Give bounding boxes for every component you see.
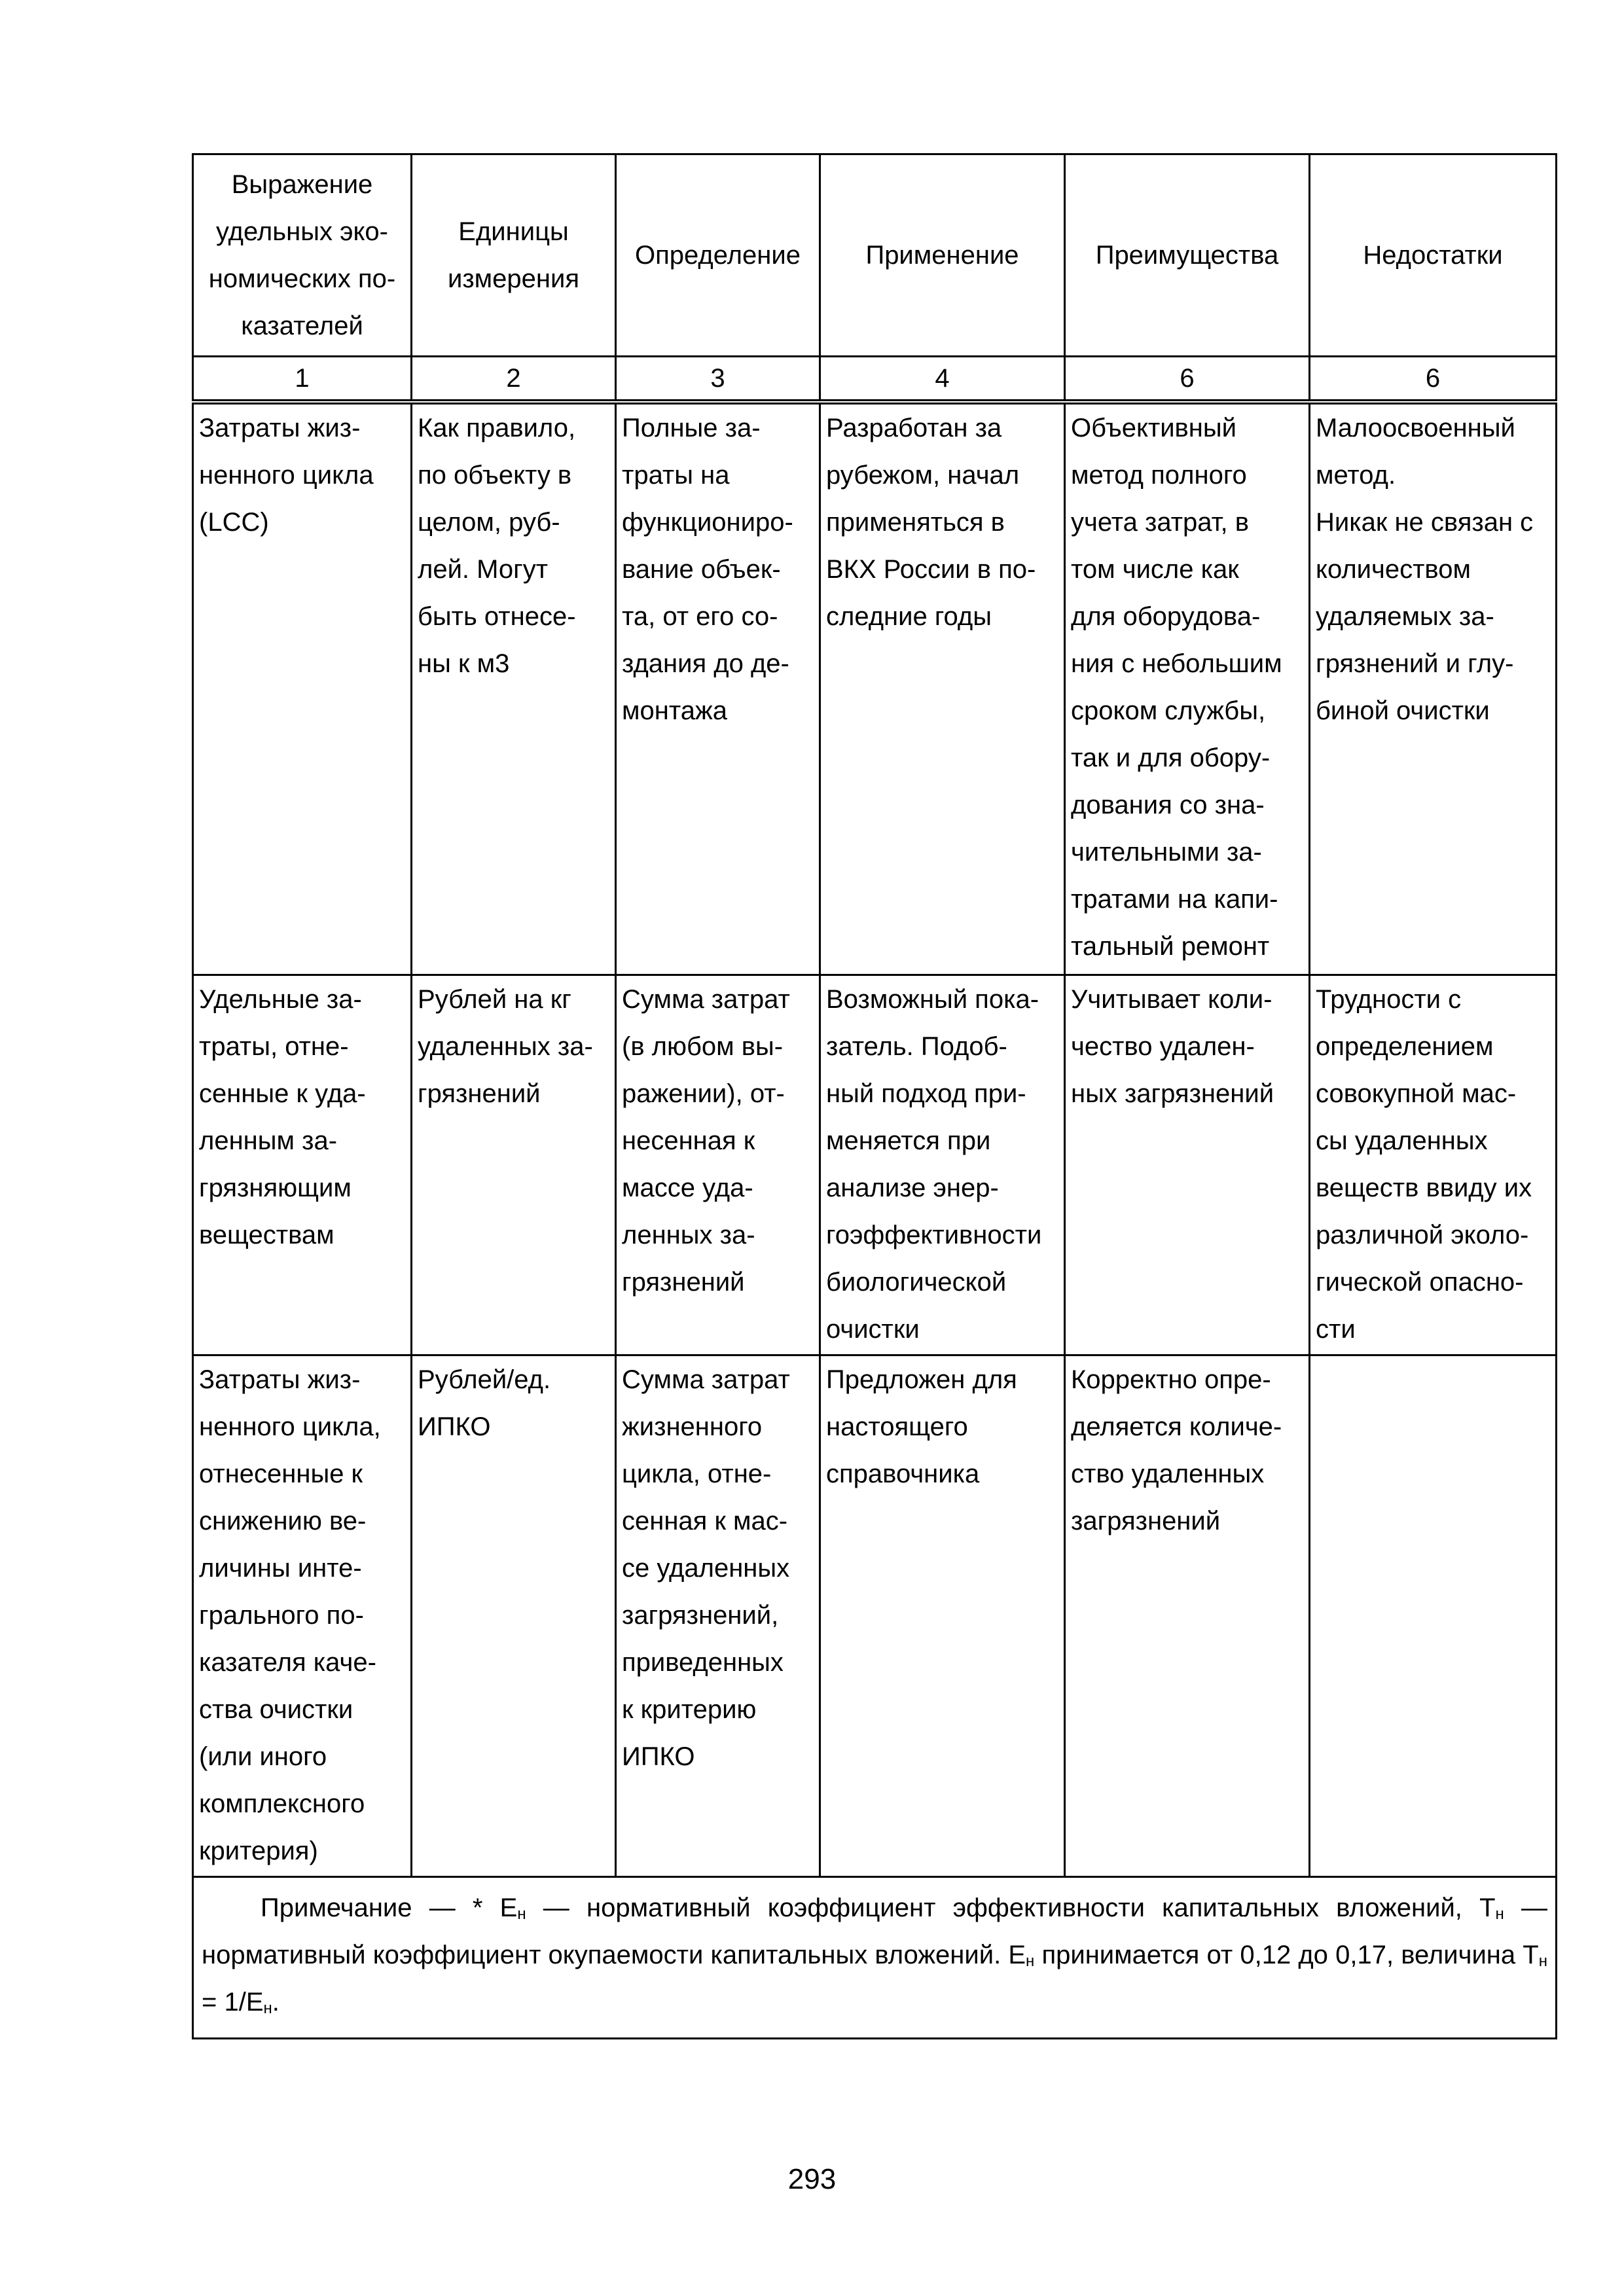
header-cell [820, 154, 1065, 357]
subscript: н [517, 1905, 526, 1923]
cell-text: Малоосвоенный метод. Никак не связан с количеством удаляемых за- грязнений и глу- биной очистки [1316, 414, 1534, 725]
cell-text: Корректно опре- деляется количе- ство удаленных загрязнений [1071, 1365, 1282, 1535]
header-label: Применение [865, 241, 1019, 270]
note-text [202, 1884, 1547, 2026]
table-header-row [193, 154, 1557, 357]
table-cell [820, 1355, 1065, 1877]
indicators-table [192, 153, 1557, 2039]
header-label: Недостатки [1363, 241, 1503, 270]
header-cell [1065, 154, 1310, 357]
subscript: н [1538, 1952, 1547, 1970]
table-cell [1065, 1355, 1310, 1877]
table-note-row [193, 1877, 1557, 2039]
cell-text: Сумма затрат жизненного цикла, отне- сенная к мас- се удаленных загрязнений, приведенных к критерию ИПКО [622, 1365, 790, 1771]
table-row [193, 975, 1557, 1355]
table-cell [1310, 402, 1557, 975]
cell-text: Удельные за- траты, отне- сенные к уда- ленным за- грязняющим веществам [199, 985, 366, 1249]
cell-text: Сумма затрат (в любом вы- ражении), от- несенная к массе уда- ленных за- грязнений [622, 985, 790, 1297]
table-cell [820, 975, 1065, 1355]
cell-text: Разработан за рубежом, начал применяться в ВКХ России в по- следние годы [826, 414, 1036, 631]
table-cell [820, 402, 1065, 975]
table-cell [412, 975, 616, 1355]
table-cell [1310, 975, 1557, 1355]
table-row [193, 1355, 1557, 1877]
column-number-row [193, 357, 1557, 403]
note-fragment: принимается от 0,12 до 0,17, величина T [1034, 1941, 1539, 1969]
cell-text: Возможный пока- затель. Подоб- ный подход при- меняется при анализе энер- гоэффективности биологической очистки [826, 985, 1042, 1344]
cell-text: Как правило, по объекту в целом, руб- лей. Могут быть отнесе- ны к м3 [418, 414, 576, 678]
cell-text: Объективный метод полного учета затрат, в том числе как для оборудова- ния с небольшим сроком службы, так и для обору- дования со зна- чительными за- тратами на капи- тальный ремонт [1071, 414, 1282, 961]
page-number: 293 [787, 2163, 837, 2195]
column-number: 3 [616, 357, 820, 403]
table-cell [412, 1355, 616, 1877]
table-cell [193, 402, 412, 975]
table-cell [616, 975, 820, 1355]
cell-text: Учитывает коли- чество удален- ных загрязнений [1071, 985, 1274, 1108]
header-label: Определение [635, 241, 801, 270]
table-cell [412, 402, 616, 975]
subscript: н [1495, 1905, 1504, 1923]
header-label: Преимущества [1095, 241, 1279, 270]
table-cell [193, 1355, 412, 1877]
table-cell [1065, 975, 1310, 1355]
header-label: Выражение удельных эко- номических по- казателей [208, 170, 396, 340]
note-fragment: — нормативный коэффициент окупаемости капитальных вложений. E [202, 1893, 1547, 1969]
header-cell [193, 154, 412, 357]
table-cell [1065, 402, 1310, 975]
table-cell [616, 1355, 820, 1877]
subscript: н [1026, 1952, 1035, 1970]
note-fragment: Примечание — * E [261, 1893, 518, 1922]
column-number: 1 [193, 357, 412, 403]
cell-text: Рублей на кг удаленных за- грязнений [418, 985, 593, 1108]
subscript: н [263, 2000, 272, 2017]
cell-text: Полные за- траты на функциониро- вание объек- та, от его со- здания до де- монтажа [622, 414, 793, 725]
column-number: 2 [412, 357, 616, 403]
column-number: 4 [820, 357, 1065, 403]
cell-text: Трудности с определением совокупной мас- сы удаленных веществ ввиду их различной эколо- гической опасно- сти [1316, 985, 1532, 1344]
column-number: 6 [1065, 357, 1310, 403]
cell-text: Предложен для настоящего справочника [826, 1365, 1017, 1488]
table-note [193, 1877, 1557, 2039]
header-label: Единицы измерения [447, 217, 579, 293]
note-fragment: — нормативный коэффициент эффективности капитальных вложений, T [526, 1893, 1496, 1922]
header-cell [616, 154, 820, 357]
header-cell [1310, 154, 1557, 357]
table-row [193, 402, 1557, 975]
cell-text: Затраты жиз- ненного цикла (LCC) [199, 414, 374, 537]
table-cell [193, 975, 412, 1355]
cell-text: Затраты жиз- ненного цикла, отнесенные к снижению ве- личины инте- грального по- казателя каче- ства очистки (или иного комплексного критерия) [199, 1365, 381, 1865]
cell-text: Рублей/ед. ИПКО [418, 1365, 551, 1441]
note-fragment: . [272, 1988, 280, 2017]
table-cell [1310, 1355, 1557, 1877]
note-fragment: = 1/E [202, 1988, 264, 2017]
table-cell [616, 402, 820, 975]
column-number: 6 [1310, 357, 1557, 403]
header-cell [412, 154, 616, 357]
